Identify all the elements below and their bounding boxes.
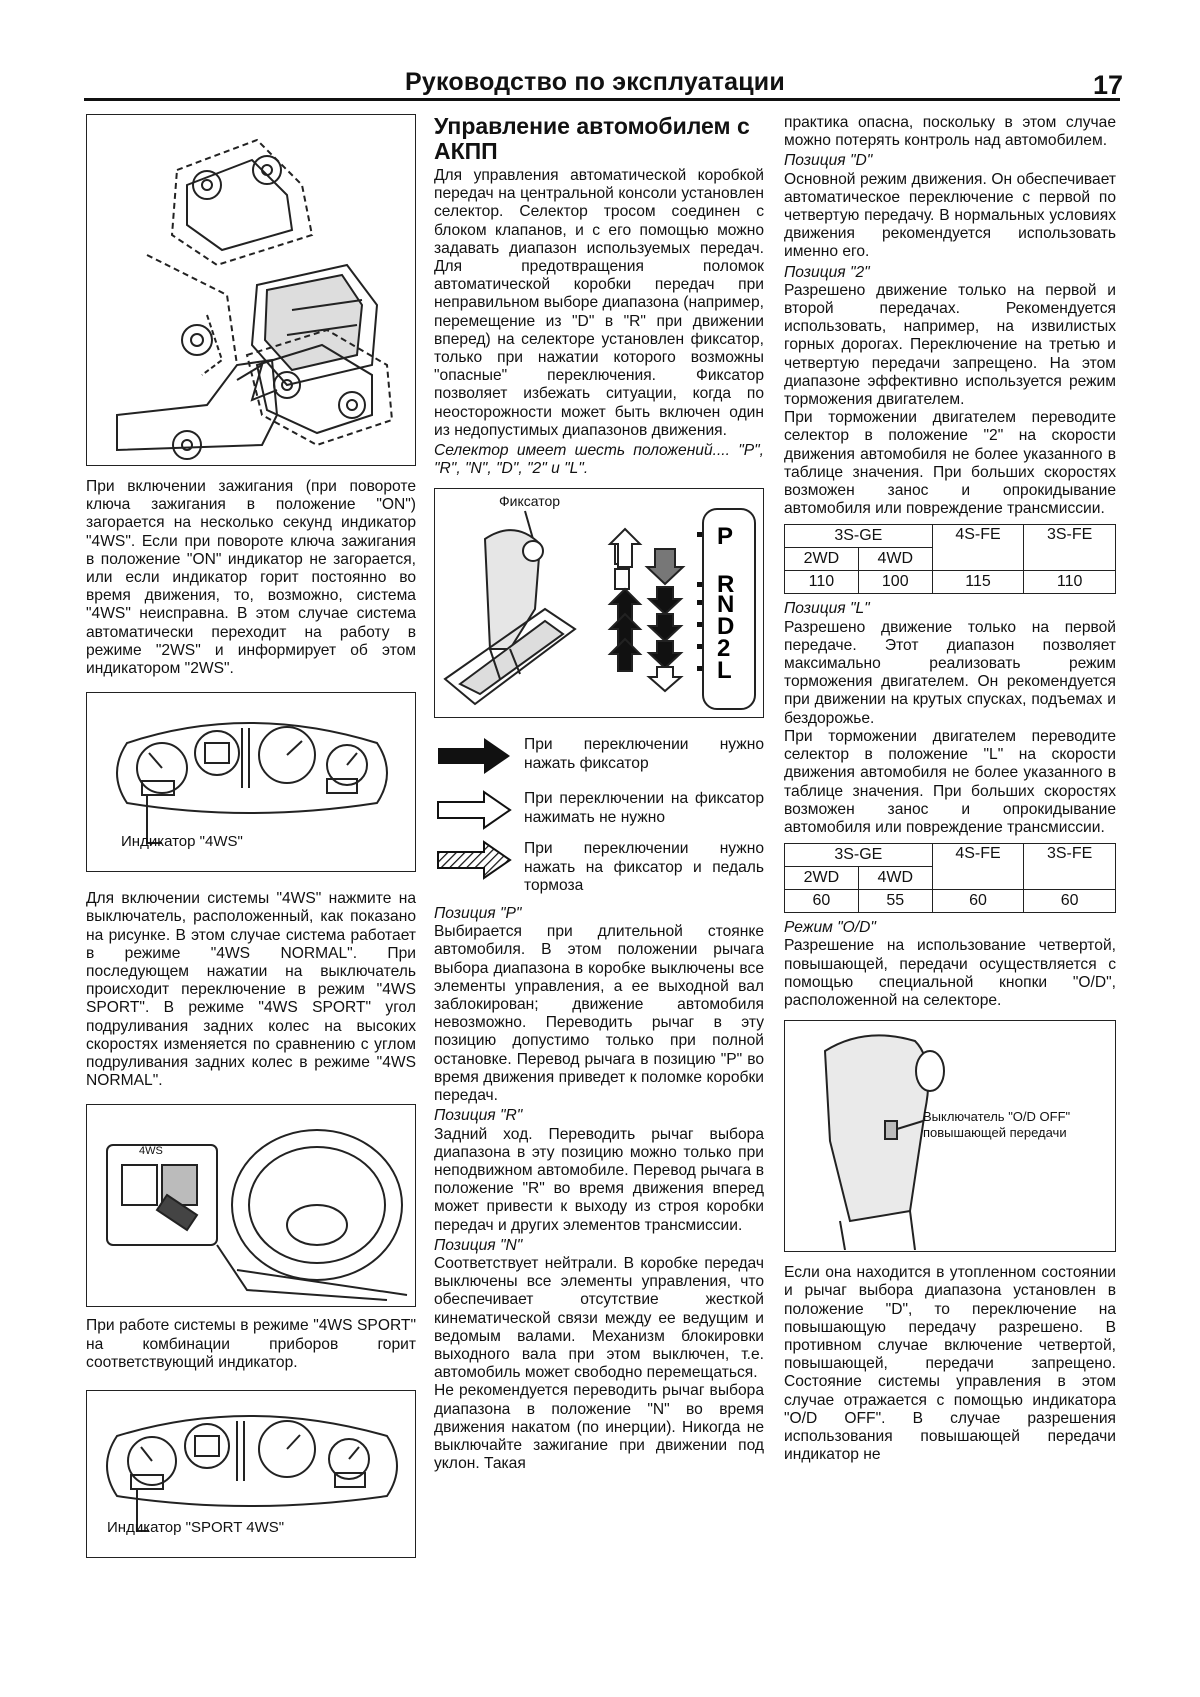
table2-cell: 100 — [858, 571, 932, 594]
caption-sport-4ws-indicator: Индикатор "SPORT 4WS" — [107, 1519, 285, 1537]
label-od-switch-1: Выключатель "O/D OFF" — [923, 1109, 1071, 1125]
black-arrow-icon — [434, 736, 514, 776]
section-title-automatic: Управление автомобилем с АКПП — [434, 113, 750, 164]
figure-rollover-cars — [86, 114, 416, 466]
white-arrow-icon — [434, 790, 514, 830]
table2-header-3sge: 3S-GE — [785, 525, 933, 548]
arrow-legend — [434, 736, 764, 895]
hatched-arrow-icon — [434, 840, 514, 880]
label-4ws-switch: 4WS — [139, 1145, 163, 1158]
legend-text-3: При переключении нужно нажать на фиксатор и педаль тормоза — [524, 840, 764, 894]
tableL-sub-4wd: 4WD — [858, 867, 932, 890]
label-od-switch-2: повышающей передачи — [923, 1125, 1067, 1141]
paragraph-od-state: Если она находится в утопленном состоянии и рычаг выбора диапазона установлен в положение "D", то переключение на повышающую передачу разрешено. В противном случае включение четвертой, повышающей, передачи запрещено. Состояние системы управления в этом случае отражается с помощью индикатора "O/D OFF". В случае разрешения использования повышающей передачи индикатор не — [784, 1264, 1116, 1464]
table2-cell: 110 — [1024, 571, 1116, 594]
tableL-cell: 60 — [785, 890, 859, 913]
paragraph-position-2-b: При торможении двигателем переводите селектор в положение "2" на скорости движения автомобиля не более указанного в таблице значения. При больших скоростях возможен занос и опрокидывание автомобиля или повреждение трансмиссии. — [784, 409, 1116, 518]
table2-sub-2wd: 2WD — [785, 548, 859, 571]
tableL-header-3sge: 3S-GE — [785, 844, 933, 867]
table2-header-4sfe: 4S-FE — [932, 525, 1024, 571]
table2-sub-4wd: 4WD — [858, 548, 932, 571]
tableL-cell: 60 — [932, 890, 1024, 913]
speed-table-position-l — [784, 843, 1116, 913]
tableL-sub-2wd: 2WD — [785, 867, 859, 890]
heading-position-n: Позиция "N" — [434, 1236, 523, 1254]
legend-text-2: При переключении на фиксатор нажимать не нужно — [524, 790, 764, 826]
selector-lever-illustration — [435, 489, 762, 716]
paragraph-position-d: Основной режим движения. Он обеспечивает автоматическое переключение с первой по четвертую передачу. В нормальных условиях движения рекомендуется использовать именно его. — [784, 170, 1116, 261]
column-3 — [784, 114, 1116, 1464]
paragraph-position-n-1: Соответствует нейтрали. В коробке передач выключены все элементы управления, что обеспечивает отсутствие жесткой кинематической связи между ее ведущим и ведомым валами. Механизм блокировки выходного вала при этом выключен, т.е. автомобиль может свободно перемещаться. — [434, 1254, 764, 1382]
selector-letter-d: D — [717, 613, 735, 641]
figure-4ws-indicator — [86, 692, 416, 872]
caption-4ws-indicator: Индикатор "4WS" — [121, 833, 243, 851]
paragraph-mode-od: Разрешение на использование четвертой, повышающей, передачи осуществляется с помощью специальной кнопки "O/D", расположенной на селекторе. — [784, 937, 1116, 1009]
tableL-cell: 60 — [1024, 890, 1116, 913]
heading-position-p: Позиция "P" — [434, 905, 522, 923]
legend-row-hatched-arrow — [434, 840, 764, 895]
selector-letter-p: P — [717, 523, 734, 551]
tableL-header-3sfe: 3S-FE — [1024, 844, 1116, 890]
table2-cell: 110 — [785, 571, 859, 594]
column-1 — [86, 114, 416, 1558]
paragraph-position-n-2: Не рекомендуется переводить рычаг выбора диапазона в положение "N" во время движения накатом (по инерции). Никогда не выключайте зажигание при движении под уклон. Такая — [434, 1382, 764, 1473]
paragraph-position-r: Задний ход. Переводить рычаг выбора диапазона в эту позицию можно только при неподвижном автомобиле. Перевод рычага в положение "R" во время движения вперед может привести к выходу из строя коробки передач и других элементов трансмиссии. — [434, 1125, 764, 1234]
legend-text-1: При переключении нужно нажать фиксатор — [524, 736, 764, 772]
column-2 — [434, 114, 764, 1473]
tableL-header-4sfe: 4S-FE — [932, 844, 1024, 890]
dashboard-switch-illustration — [87, 1105, 414, 1305]
figure-od-switch — [784, 1020, 1116, 1252]
selector-letter-l: L — [717, 657, 732, 685]
paragraph-position-2-a: Разрешено движение только на первой и второй передачах. Рекомендуется использовать, например, на извилистых горных дорогах. Переключение на третью и четвертую передачи запрещено. На этом диапазоне эффективно используется режим торможения двигателем. — [784, 281, 1116, 409]
legend-row-black-arrow — [434, 736, 764, 776]
table2-header-3sfe: 3S-FE — [1024, 525, 1116, 571]
selector-letter-2: 2 — [717, 635, 731, 663]
paragraph-sport-indicator: При работе системы в режиме "4WS SPORT" на комбинации приборов горит соответствующий индикатор. — [86, 1317, 416, 1371]
heading-position-d: Позиция "D" — [784, 152, 873, 170]
paragraph-selector-intro: Для управления автоматической коробкой передач на центральной консоли установлен селектор. Селектор тросом соединен с блоком клапанов, и с его помощью можно задавать диапазон используемых передач. Для предотвращения поломок автоматической коробки передач при неправильном выборе диапазона (например, перемещение из "D" в "R" при движении вперед) на селекторе установлен фиксатор, только при нажатии которого возможны "опасные" переключения. Фиксатор позволяет избежать ситуации, когда по неосторожности может быть включен один из недопустимых диапазонов движения. — [434, 167, 764, 439]
paragraph-selector-positions: Селектор имеет шесть положений.... "P", "R", "N", "D", "2" и "L". — [434, 442, 764, 478]
page-number: 17 — [1093, 70, 1124, 100]
paragraph-4ws-switch: Для включении системы "4WS" нажмите на выключатель, расположенный, как показано на рисунке. В этом случае система работает в режиме "4WS NORMAL". При последующем нажатии на выключатель происходит переключение в режим "4WS SPORT". В режиме "4WS SPORT" угол подруливания задних колес на высоких скоростях изменяется по сравнению с углом подруливания задних колес в режиме "4WS NORMAL". — [86, 890, 416, 1090]
tableL-cell: 55 — [858, 890, 932, 913]
paragraph-position-p: Выбирается при длительной стоянке автомобиля. В этом положении рычага выбора диапазона в коробке выключены все элементы управления, а ее выходной вал заблокирован; движение автомобиля невозможно. Переводить рычаг в эту позицию допустимо только при полной остановке. Перевод рычага в позицию "P" во время движения приведет к поломке коробки передач. — [434, 923, 764, 1105]
paragraph-ignition: При включении зажигания (при повороте ключа зажигания в положение "ON") загорается на несколько секунд индикатор "4WS". Если при повороте ключа зажигания в положение "ON" индикатор не загорается, или если индикатор горит постоянно во время движения, то, возможно, система "4WS" неисправна. В этом случае система автоматически переходит на работу в режиме "2WS" и информирует об этом индикатором "2WS". — [86, 478, 416, 678]
heading-mode-od: Режим "O/D" — [784, 919, 876, 937]
figure-selector — [434, 488, 764, 718]
heading-position-2: Позиция "2" — [784, 263, 870, 281]
selector-letter-n: N — [717, 591, 735, 619]
rollover-cars-illustration — [87, 115, 414, 464]
page-header-title: Руководство по эксплуатации — [405, 68, 785, 96]
figure-4ws-switch-location — [86, 1104, 416, 1307]
paragraph-position-l-b: При торможении двигателем переводите селектор в положение "L" на скорости движения автомобиля не более указанного в таблице значения. При больших скоростях возможен занос и опрокидывание автомобиля или повреждение трансмиссии. — [784, 727, 1116, 836]
header-rule — [84, 98, 1120, 101]
paragraph-continuation: практика опасна, поскольку в этом случае можно потерять контроль над автомобилем. — [784, 114, 1116, 150]
paragraph-position-l-a: Разрешено движение только на первой передаче. Этот диапазон позволяет максимально реализовать режим торможения двигателем. Он рекомендуется при движении на крутых спусках, подъемах и бездорожье. — [784, 618, 1116, 727]
heading-position-l: Позиция "L" — [784, 600, 870, 618]
selector-letter-r: R — [717, 571, 735, 599]
legend-row-white-arrow — [434, 790, 764, 830]
heading-position-r: Позиция "R" — [434, 1107, 523, 1125]
table2-cell: 115 — [932, 571, 1024, 594]
label-lock: Фиксатор — [499, 493, 561, 510]
speed-table-position-2 — [784, 524, 1116, 594]
figure-sport-4ws-indicator — [86, 1390, 416, 1558]
